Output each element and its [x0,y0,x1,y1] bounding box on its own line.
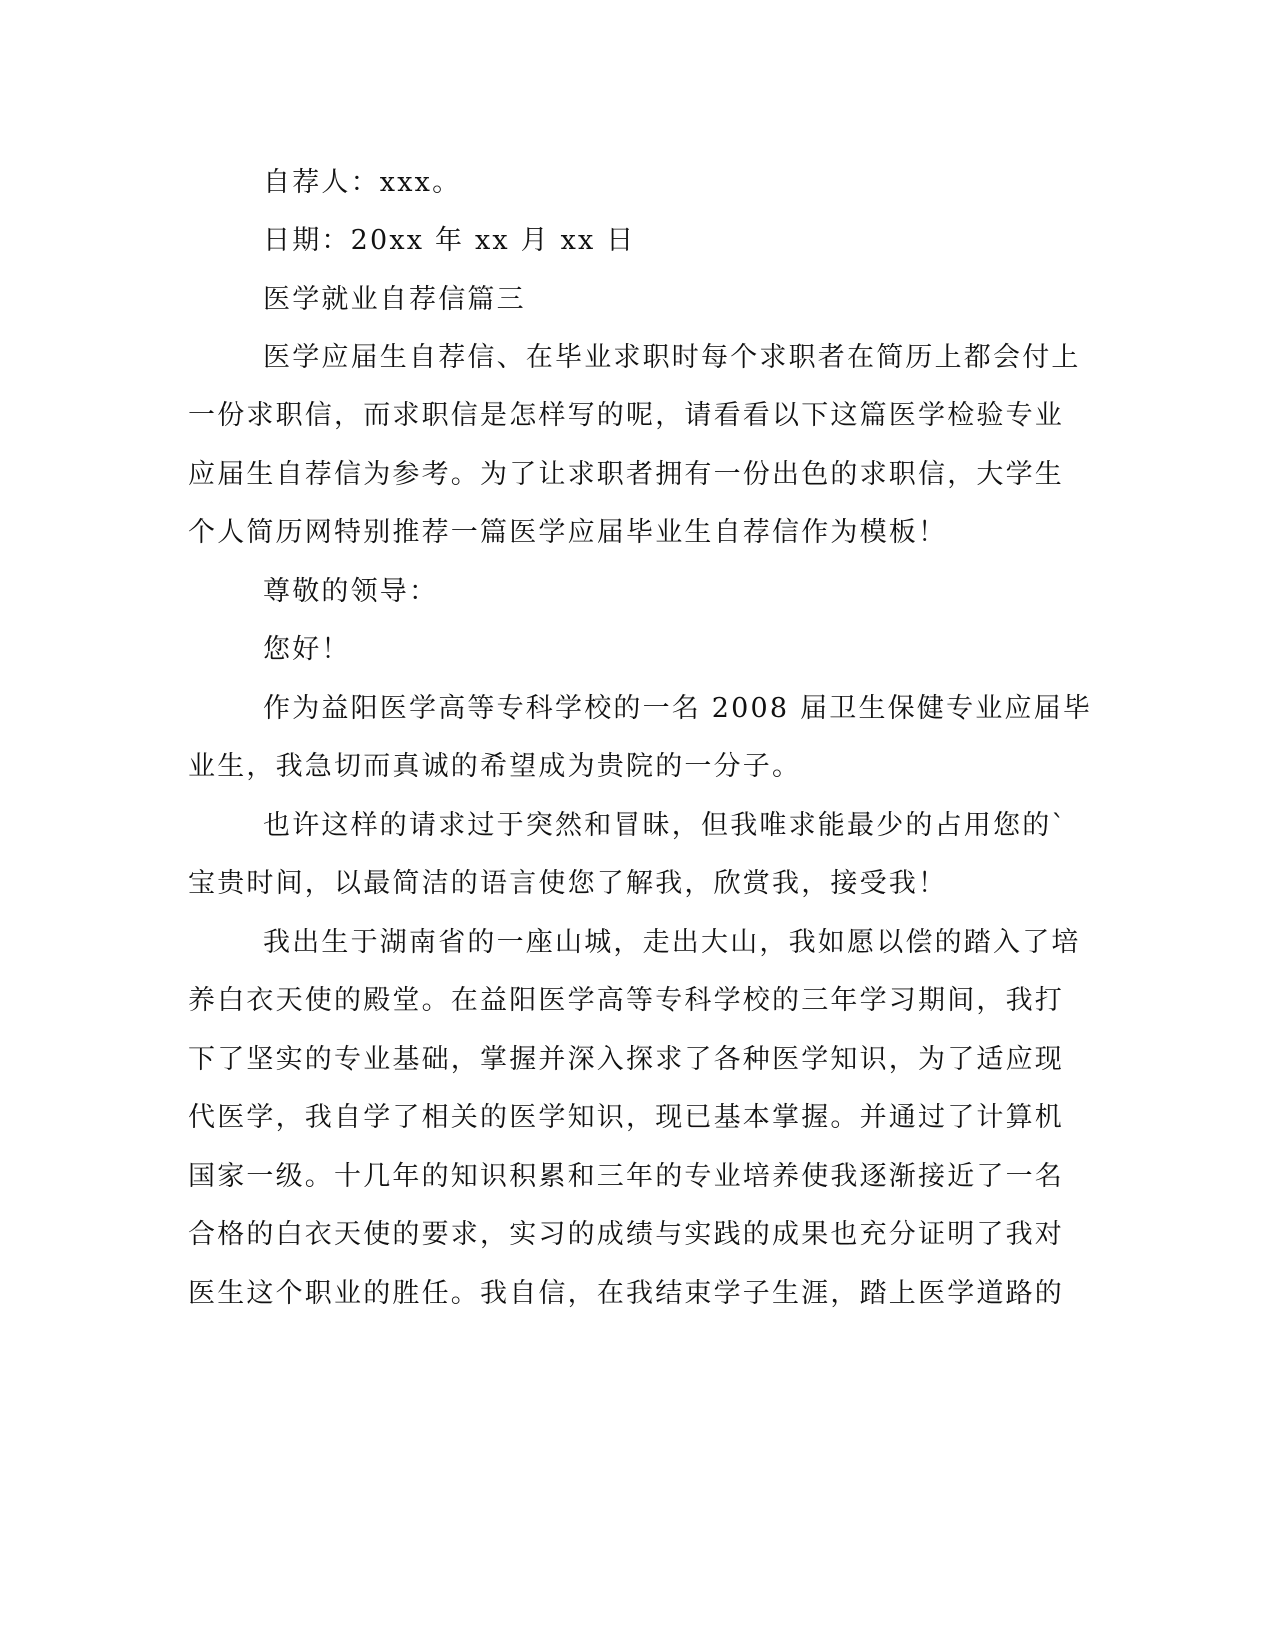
paragraph-line: 宝贵时间，以最简洁的语言使您了解我，欣赏我，接受我！ [188,868,948,899]
paragraph-line: 也许这样的请求过于突然和冒昧，但我唯求能最少的占用您的` [263,810,1068,841]
salutation: 尊敬的领导： [263,576,439,607]
greeting: 您好！ [263,634,351,665]
signature-line: 自荐人：xxx。 [263,167,462,198]
date-line: 日期：20xx 年 xx 月 xx 日 [263,225,636,256]
paragraph-line: 医学应届生自荐信、在毕业求职时每个求职者在简历上都会付上 [263,342,1081,373]
paragraph-line: 应届生自荐信为参考。为了让求职者拥有一份出色的求职信，大学生 [188,459,1064,490]
paragraph-line: 养白衣天使的殿堂。在益阳医学高等专科学校的三年学习期间，我打 [188,985,1064,1016]
paragraph-line: 合格的白衣天使的要求，实习的成绩与实践的成果也充分证明了我对 [188,1219,1064,1250]
paragraph-line: 个人简历网特别推荐一篇医学应届毕业生自荐信作为模板！ [188,517,948,548]
paragraph-line: 一份求职信，而求职信是怎样写的呢，请看看以下这篇医学检验专业 [188,400,1064,431]
paragraph-line: 我出生于湖南省的一座山城，走出大山，我如愿以偿的踏入了培 [263,927,1081,958]
paragraph-line: 代医学，我自学了相关的医学知识，现已基本掌握。并通过了计算机 [188,1102,1064,1133]
paragraph-line: 国家一级。十几年的知识积累和三年的专业培养使我逐渐接近了一名 [188,1161,1064,1192]
section-heading: 医学就业自荐信篇三 [263,284,526,315]
paragraph-line: 业生，我急切而真诚的希望成为贵院的一分子。 [188,751,802,782]
paragraph-line: 作为益阳医学高等专科学校的一名 2008 届卫生保健专业应届毕 [263,693,1093,724]
paragraph-line: 医生这个职业的胜任。我自信，在我结束学子生涯，踏上医学道路的 [188,1278,1064,1309]
paragraph-line: 下了坚实的专业基础，掌握并深入探求了各种医学知识，为了适应现 [188,1044,1064,1075]
